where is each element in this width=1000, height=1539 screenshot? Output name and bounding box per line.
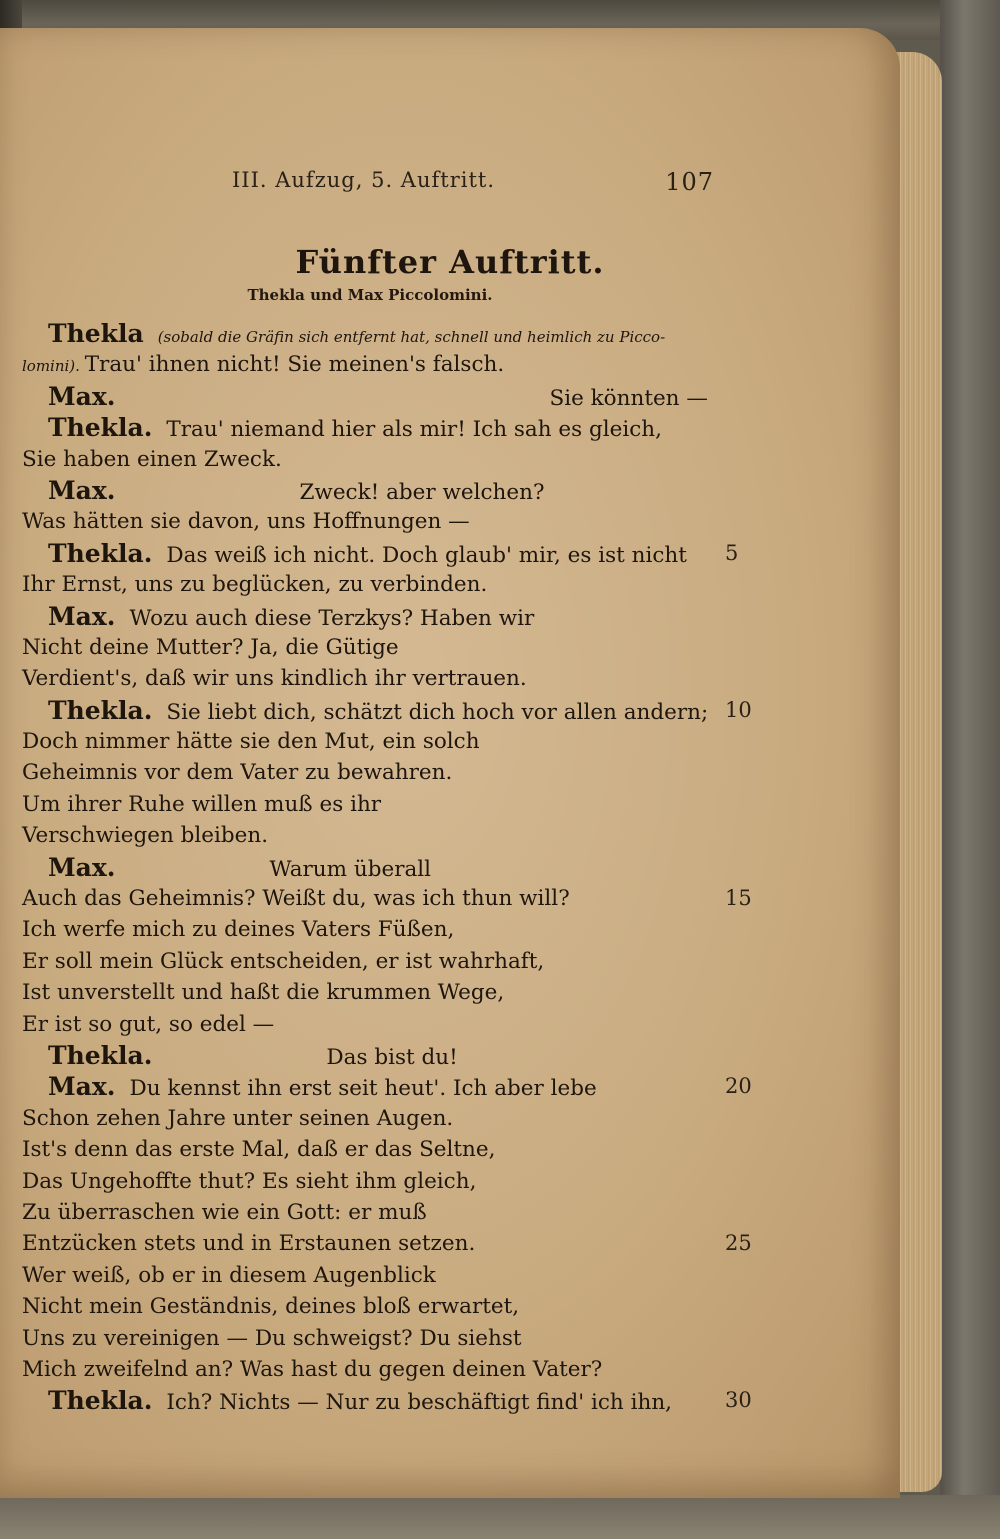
verse-text-line: Was hätten sie davon, uns Hoffnungen — (22, 509, 470, 535)
verse-line (22, 1197, 722, 1228)
verse-line (22, 757, 722, 788)
verse-text-line: Uns zu vereinigen — Du schweigst? Du siehst (22, 1325, 522, 1351)
line-number: 25 (725, 1231, 752, 1256)
verse-line (22, 381, 722, 412)
verse-line (22, 977, 722, 1008)
speaker-name: Thekla (48, 319, 144, 348)
running-header (232, 168, 722, 196)
verse-line (22, 475, 722, 506)
verse-line (22, 318, 722, 349)
verse-text-line: Sie liebt dich, schätzt dich hoch vor allen andern; (166, 699, 709, 725)
verse-text-line: Doch nimmer hätte sie den Mut, ein solch (22, 729, 480, 755)
verse-line (22, 569, 722, 600)
verse-text-line: Zweck! aber welchen? (299, 479, 545, 505)
verse-line (22, 1134, 722, 1165)
verse-text-line: Entzücken stets und in Erstaunen setzen. (22, 1231, 476, 1257)
scene-title: Fünfter Auftritt. (295, 243, 605, 281)
running-head-text: III. Aufzug, 5. Auftritt. (232, 168, 496, 192)
verse-text-line: Geheimnis vor dem Vater zu bewahren. (22, 760, 453, 786)
speaker-name: Thekla. (48, 413, 153, 443)
verse-line (22, 601, 722, 632)
verse-line (22, 695, 752, 726)
verse-line (22, 1354, 722, 1385)
verse-line (22, 1166, 722, 1197)
verse-line (22, 1009, 722, 1040)
verse-line (22, 1260, 722, 1291)
verse-line (22, 852, 722, 883)
verse-text-line: Ist's denn das erste Mal, daß er das Seltne, (22, 1137, 496, 1163)
line-number: 15 (725, 886, 752, 911)
verse-text-line: Auch das Geheimnis? Weißt du, was ich thun will? (22, 886, 570, 912)
verse-text-line: Wozu auch diese Terzkys? Haben wir (129, 605, 535, 631)
line-number: 5 (725, 540, 739, 565)
verse-text-line: Wer weiß, ob er in diesem Augenblick (22, 1262, 436, 1288)
speaker-name: Max. (48, 475, 116, 505)
line-number: 30 (725, 1388, 752, 1413)
speaker-name: Max. (48, 381, 116, 411)
verse-line (22, 1071, 752, 1102)
verse-line (22, 663, 722, 694)
book-cover-edge (940, 0, 1000, 1539)
speaker-name: Max. (48, 601, 116, 631)
verse-text-line: Um ihrer Ruhe willen muß es ihr (22, 791, 382, 817)
verse-text-line: Sie haben einen Zweck. (22, 446, 282, 472)
verse-line (22, 789, 722, 820)
speaker-name: Thekla. (48, 538, 153, 568)
line-number: 20 (725, 1074, 752, 1099)
verse-text-line: Ich? Nichts — Nur zu beschäftigt find' ich ihn, (166, 1390, 672, 1416)
verse-line (22, 1103, 722, 1134)
line-number: 10 (725, 697, 752, 722)
verse-line (22, 444, 722, 475)
verse-text-line: Mich zweifelnd an? Was hast du gegen deinen Vater? (22, 1356, 603, 1382)
verse-text-line: Trau' ihnen nicht! Sie meinen's falsch. (84, 352, 505, 378)
stage-direction: (sobald die Gräfin sich entfernt hat, schnell und heimlich zu Picco- (157, 328, 666, 346)
verse-line (22, 946, 722, 977)
verse-text-line: Das bist du! (326, 1044, 458, 1070)
verse-line (22, 820, 722, 851)
speaker-name: Max. (48, 852, 116, 882)
verse-text-line: Schon zehen Jahre unter seinen Augen. (22, 1105, 454, 1131)
scene-persons: Thekla und Max Piccolomini. (247, 286, 493, 304)
speaker-name: Max. (48, 1072, 116, 1102)
verse-line (22, 412, 722, 443)
speaker-name: Thekla. (48, 1040, 153, 1070)
verse-text-line: Nicht deine Mutter? Ja, die Gütige (22, 634, 399, 660)
verse-text-line: Ihr Ernst, uns zu beglücken, zu verbinden. (22, 572, 488, 598)
verse-text-line: Du kennst ihn erst seit heut'. Ich aber lebe (129, 1076, 597, 1102)
verse-text-line: Er ist so gut, so edel — (22, 1011, 275, 1037)
page-number: 107 (665, 168, 714, 196)
verse-text-line: Zu überraschen wie ein Gott: er muß (22, 1199, 427, 1225)
verse-text-line: Das weiß ich nicht. Doch glaub' mir, es ist nicht (166, 542, 687, 568)
book-bottom-edge (0, 1495, 1000, 1539)
verse-text-line: Ich werfe mich zu deines Vaters Füßen, (22, 917, 455, 943)
stage-direction: lomini). (22, 357, 85, 376)
verse-line (22, 1291, 722, 1322)
speaker-name: Thekla. (48, 695, 153, 725)
verse-line (22, 1040, 722, 1071)
verse-text (22, 318, 752, 1417)
verse-text-line: Er soll mein Glück entscheiden, er ist wahrhaft, (22, 948, 545, 974)
verse-line (22, 1228, 752, 1259)
verse-line (22, 1323, 722, 1354)
verse-text-line: Das Ungehoffte thut? Es sieht ihm gleich, (22, 1168, 477, 1194)
verse-text-line: Warum überall (269, 856, 432, 882)
verse-line (22, 506, 722, 537)
verse-text-line: Ist unverstellt und haßt die krummen Wege, (22, 980, 505, 1006)
verse-text-line: Verdient's, daß wir uns kindlich ihr vertrauen. (22, 666, 527, 692)
book-page (0, 28, 900, 1498)
verse-text-line: Trau' niemand hier als mir! Ich sah es gleich, (166, 417, 662, 443)
verse-line (22, 1385, 752, 1416)
verse-line (22, 726, 722, 757)
verse-line (22, 914, 722, 945)
verse-text-line: Sie könnten — (549, 385, 708, 411)
verse-line (22, 538, 739, 569)
verse-line (22, 349, 722, 380)
verse-text-line: Verschwiegen bleiben. (22, 823, 269, 849)
verse-line (22, 883, 752, 914)
verse-line (22, 632, 722, 663)
speaker-name: Thekla. (48, 1386, 153, 1416)
verse-text-line: Nicht mein Geständnis, deines bloß erwartet, (22, 1294, 520, 1320)
